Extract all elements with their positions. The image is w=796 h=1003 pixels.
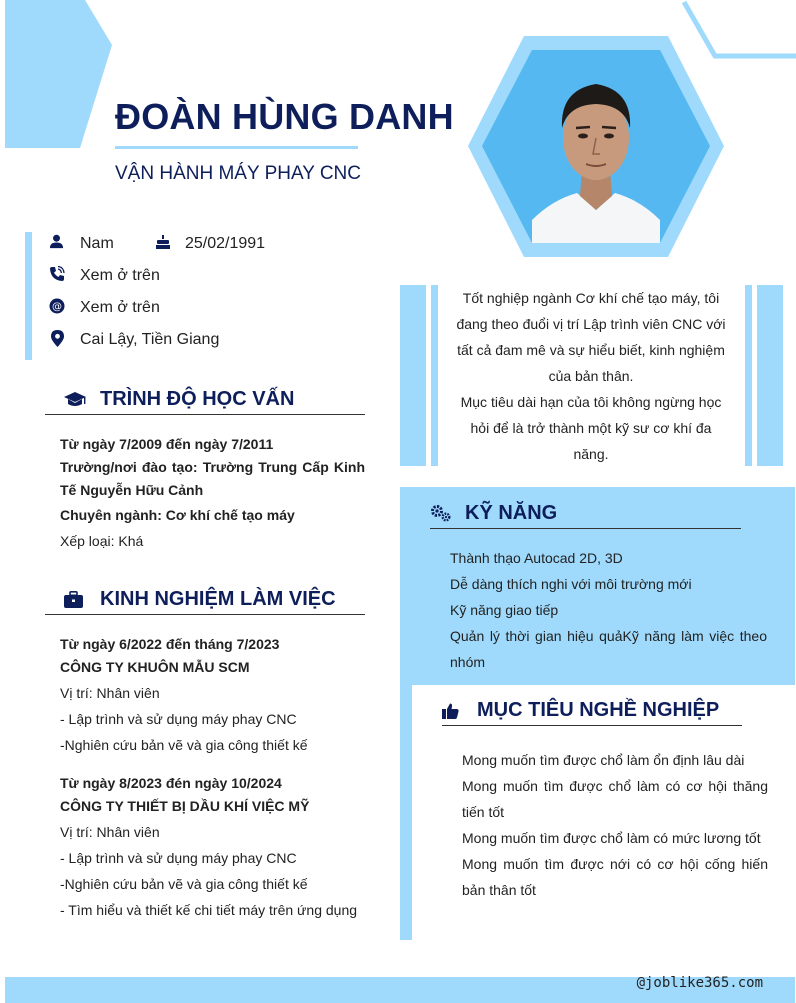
goal-item: Mong muốn tìm được nới có cơ hội cống hiến bản thân tốt bbox=[462, 856, 768, 898]
goals-divider bbox=[442, 725, 742, 726]
goals-title: MỤC TIÊU NGHỀ NGHIỆP bbox=[477, 699, 720, 721]
job-task: -Nghiên cứu bản vẽ và gia công thiết kế bbox=[60, 876, 308, 892]
job-task: -Nghiên cứu bản vẽ và gia công thiết kế bbox=[60, 737, 308, 753]
skill-item: Kỹ năng giao tiếp bbox=[450, 602, 559, 618]
goals-list bbox=[462, 747, 768, 903]
skill-item: Thành thạo Autocad 2D, 3D bbox=[450, 550, 623, 566]
svg-text:@: @ bbox=[52, 301, 62, 313]
email-text: Xem ở trên bbox=[80, 299, 160, 316]
contact-accent-bar bbox=[25, 232, 32, 360]
birthday-text: 25/02/1991 bbox=[185, 235, 266, 252]
education-section bbox=[60, 433, 365, 553]
skills-divider bbox=[430, 528, 741, 529]
phone-icon bbox=[49, 266, 65, 282]
job-company: CÔNG TY KHUÔN MẪU SCM bbox=[60, 659, 250, 675]
career-summary bbox=[455, 285, 727, 467]
education-period: Từ ngày 7/2009 đến ngày 7/2011 bbox=[60, 436, 274, 452]
job-period: Từ ngày 6/2022 đến tháng 7/2023 bbox=[60, 636, 280, 652]
education-major: Chuyên ngành: Cơ khí chế tạo máy bbox=[60, 507, 295, 523]
job-1 bbox=[60, 633, 370, 757]
goal-item: Mong muốn tìm được chổ làm ổn định lâu dài bbox=[462, 752, 745, 768]
goal-item: Mong muốn tìm được chổ làm có mức lương tốt bbox=[462, 830, 761, 846]
name-underline bbox=[115, 146, 358, 149]
education-school: Trường/nơi đào tạo: Trường Trung Cấp Kinh Tế Nguyễn Hữu Cảnh bbox=[60, 459, 365, 498]
experience-title: KINH NGHIỆM LÀM VIỆC bbox=[100, 588, 336, 610]
job-position: Vị trí: Nhân viên bbox=[60, 824, 160, 840]
graduation-cap-icon bbox=[64, 391, 86, 408]
job-task: - Lập trình và sử dụng máy phay CNC bbox=[60, 850, 297, 866]
briefcase-icon bbox=[64, 591, 83, 608]
education-grade: Xếp loại: Khá bbox=[60, 533, 144, 549]
cake-icon bbox=[155, 234, 171, 250]
skills-list bbox=[450, 545, 767, 675]
email-icon bbox=[49, 298, 65, 314]
thumbs-up-icon bbox=[442, 703, 459, 719]
profile-photo bbox=[532, 50, 660, 243]
location-icon bbox=[51, 330, 64, 347]
skill-item: Dễ dàng thích nghi với môi trường mới bbox=[450, 576, 692, 592]
gears-icon bbox=[430, 504, 452, 522]
job-task: - Lập trình và sử dụng máy phay CNC bbox=[60, 711, 297, 727]
skills-title: KỸ NĂNG bbox=[465, 502, 558, 524]
user-icon bbox=[49, 234, 64, 249]
skill-item: Quản lý thời gian hiệu quảKỹ năng làm việc theo nhóm bbox=[450, 628, 767, 670]
address-text: Cai Lậy, Tiền Giang bbox=[80, 331, 220, 348]
job-title: VẬN HÀNH MÁY PHAY CNC bbox=[115, 163, 361, 184]
watermark-text: @joblike365.com bbox=[636, 975, 763, 991]
goal-item: Mong muốn tìm được chổ làm có cơ hội thăng tiến tốt bbox=[462, 778, 768, 820]
summary-paragraph: Mục tiêu dài hạn của tôi không ngừng học hỏi để là trở thành một kỹ sư cơ khí đa năng. bbox=[460, 394, 722, 462]
job-position: Vị trí: Nhân viên bbox=[60, 685, 160, 701]
education-divider bbox=[45, 414, 365, 415]
summary-paragraph: Tốt nghiệp ngành Cơ khí chế tạo máy, tôi đang theo đuổi vị trí Lập trình viên CNC với tất cả đam mê và sự hiểu biết, kinh nghiệm của bản thân. bbox=[456, 290, 726, 384]
phone-text: Xem ở trên bbox=[80, 267, 160, 284]
education-title: TRÌNH ĐỘ HỌC VẤN bbox=[100, 388, 295, 410]
job-company: CÔNG TY THIẾT BỊ DẦU KHÍ VIỆC MỸ bbox=[60, 798, 310, 814]
gender-text: Nam bbox=[80, 235, 114, 252]
experience-divider bbox=[45, 614, 365, 615]
job-task: - Tìm hiểu và thiết kế chi tiết máy trên ứng dụng bbox=[60, 902, 358, 918]
job-period: Từ ngày 8/2023 đén ngày 10/2024 bbox=[60, 775, 282, 791]
job-2 bbox=[60, 772, 380, 922]
candidate-name: ĐOÀN HÙNG DANH bbox=[115, 96, 454, 137]
